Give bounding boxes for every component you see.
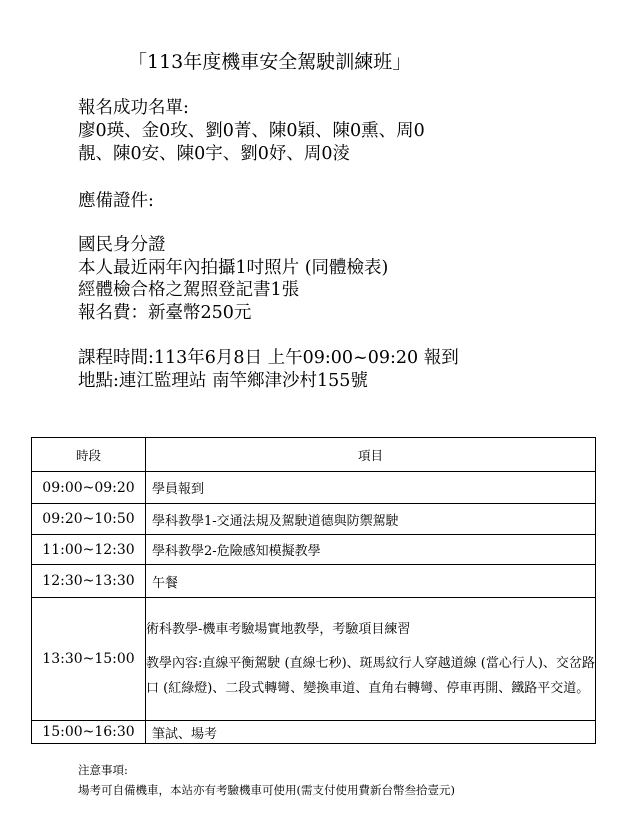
table-row: [32, 721, 596, 744]
document-item: 國民身分證: [78, 235, 166, 255]
document-item: 經體檢合格之駕照登記書1張: [78, 280, 300, 300]
document-item: 本人最近兩年內拍攝1吋照片 (同體檢表): [78, 258, 389, 278]
row-item: [146, 598, 596, 721]
schedule-table: [31, 437, 596, 744]
table-row: [32, 504, 596, 535]
row-item: 學員報到: [146, 472, 596, 504]
table-row: [32, 598, 596, 721]
page-title: 「113年度機車安全駕駛訓練班」: [128, 51, 412, 73]
row-item: 學科教學2-危險感知模擬教學: [146, 535, 596, 565]
notes-text: 場考可自備機車，本站亦有考驗機車可使用(需支付使用費新台幣叁拾壹元): [78, 783, 455, 797]
row-item: 午餐: [146, 565, 596, 598]
row-item: 筆試、場考: [146, 721, 596, 744]
row-item-detail: 教學內容:直線平衡駕駛 (直線七秒)、斑馬紋行人穿越道線 (當心行人)、交岔路口 (紅綠燈)、二段式轉彎、變換車道、直角右轉彎、停車再開、鐵路平交道。: [146, 655, 595, 696]
schedule-header-row: [32, 438, 596, 472]
row-time: 09:00~09:20: [32, 472, 146, 504]
course-time: 課程時間:113年6月8日 上午09:00~09:20 報到: [78, 348, 459, 368]
registration-names-line2: 靚、陳0安、陳0宇、劉0妤、周0淩: [78, 144, 351, 164]
row-time: 15:00~16:30: [32, 721, 146, 744]
table-row: [32, 472, 596, 504]
table-row: [32, 565, 596, 598]
documents-heading: 應備證件:: [78, 191, 154, 211]
row-time: 12:30~13:30: [32, 565, 146, 598]
row-time: 11:00~12:30: [32, 535, 146, 565]
table-row: [32, 535, 596, 565]
course-location: 地點:連江監理站 南竿鄉津沙村155號: [78, 371, 368, 391]
registration-fee: 報名費：新臺幣250元: [78, 303, 252, 323]
header-item: 項目: [146, 438, 596, 472]
row-time: 13:30~15:00: [32, 598, 146, 721]
row-time: 09:20~10:50: [32, 504, 146, 535]
registration-names-line1: 廖0瑛、金0玫、劉0菁、陳0穎、陳0熏、周0: [78, 121, 425, 141]
row-item: 學科教學1-交通法規及駕駛道德與防禦駕駛: [146, 504, 596, 535]
notes-heading: 注意事項:: [78, 763, 128, 777]
registration-heading: 報名成功名單:: [78, 98, 189, 118]
row-item-title: 術科教學-機車考驗場實地教學，考驗項目練習: [146, 621, 411, 637]
header-time: 時段: [32, 438, 146, 472]
